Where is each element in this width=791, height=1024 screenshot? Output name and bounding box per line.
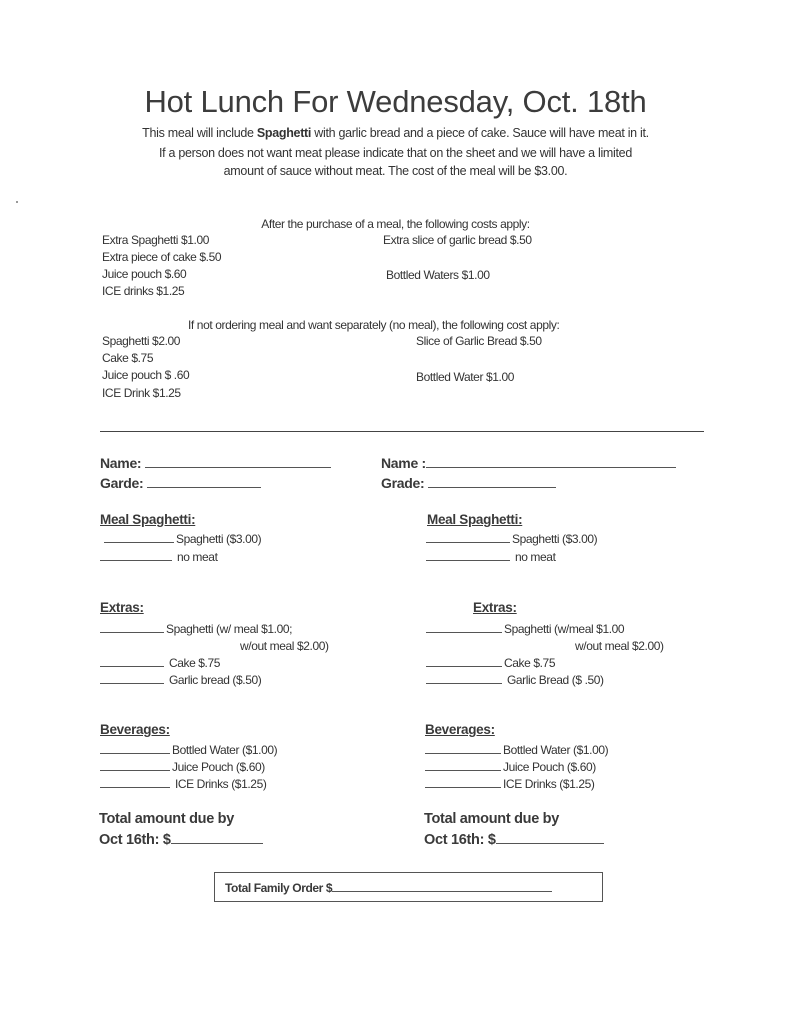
extras-item	[100, 622, 292, 636]
price-item: Cake $.75	[102, 351, 154, 365]
item-label: no meat	[514, 550, 556, 564]
extras-item	[426, 656, 555, 670]
beverage-item	[425, 760, 596, 774]
item-label: no meat	[176, 550, 218, 564]
item-label: Garlic Bread ($ .50)	[506, 673, 604, 687]
total-due-field-left	[99, 832, 263, 848]
page-title: Hot Lunch For Wednesday, Oct. 18th	[144, 84, 647, 119]
scan-speck	[16, 201, 18, 203]
beverages-heading-right: Beverages:	[425, 722, 495, 737]
item-label: ICE Drinks ($1.25)	[503, 777, 595, 791]
extras-item-continued: w/out meal $2.00)	[240, 639, 329, 653]
price-item: Extra piece of cake $.50	[102, 250, 222, 264]
total-due-label-right: Total amount due by	[424, 811, 560, 827]
extras-item	[100, 673, 261, 687]
total-due-label: Oct 16th: $	[99, 832, 171, 848]
grade-label: Grade:	[381, 475, 425, 491]
item-label: Spaghetti (w/meal $1.00	[504, 622, 625, 636]
name-field-right	[381, 455, 676, 471]
family-total-blank[interactable]	[332, 890, 552, 892]
item-label: Spaghetti ($3.00)	[176, 532, 262, 546]
extras-item	[100, 656, 220, 670]
price-item: ICE drinks $1.25	[102, 284, 185, 298]
intro-line-3: amount of sauce without meat. The cost of the meal will be $3.00.	[223, 164, 568, 178]
qty-blank[interactable]	[100, 559, 172, 561]
meal-item	[104, 532, 261, 546]
item-label: Juice Pouch ($.60)	[172, 760, 265, 774]
item-label: Cake $.75	[168, 656, 221, 670]
name-label: Name :	[381, 455, 426, 471]
grade-field-left	[100, 475, 261, 491]
meal-item	[100, 550, 218, 564]
item-label: Cake $.75	[504, 656, 556, 670]
qty-blank[interactable]	[100, 752, 170, 754]
qty-blank[interactable]	[425, 786, 501, 788]
name-blank[interactable]	[426, 466, 676, 468]
price-item: Slice of Garlic Bread $.50	[416, 334, 542, 348]
price-item: Bottled Waters $1.00	[386, 268, 490, 282]
beverage-item	[100, 743, 277, 757]
meal-heading-right: Meal Spaghetti:	[427, 512, 523, 527]
intro-text: This meal will include	[142, 126, 257, 140]
family-total-label: Total Family Order $	[225, 881, 333, 895]
total-due-field-right	[424, 832, 604, 848]
grade-field-right	[381, 475, 556, 491]
grade-blank[interactable]	[147, 486, 261, 488]
qty-blank[interactable]	[425, 769, 501, 771]
item-label: ICE Drinks ($1.25)	[174, 777, 267, 791]
qty-blank[interactable]	[104, 541, 174, 543]
price-item: Spaghetti $2.00	[102, 334, 181, 348]
qty-blank[interactable]	[100, 665, 164, 667]
name-label: Name:	[100, 455, 142, 471]
beverage-item	[100, 760, 265, 774]
grade-label: Garde:	[100, 475, 144, 491]
qty-blank[interactable]	[426, 541, 510, 543]
price-item: Juice pouch $.60	[102, 267, 187, 281]
name-field-left	[100, 455, 331, 471]
family-total-field	[225, 881, 552, 895]
item-label: Bottled Water ($1.00)	[172, 743, 278, 757]
family-total-box	[214, 872, 603, 902]
qty-blank[interactable]	[426, 682, 502, 684]
item-label: Spaghetti (w/ meal $1.00;	[166, 622, 293, 636]
intro-line-2: If a person does not want meat please indicate that on the sheet and we will have a limited	[158, 146, 632, 160]
qty-blank[interactable]	[100, 631, 164, 633]
extras-heading-right: Extras:	[473, 600, 517, 615]
beverage-item	[425, 777, 595, 791]
no-meal-heading: If not ordering meal and want separately (no meal), the following cost apply:	[188, 318, 560, 332]
beverage-item	[100, 777, 266, 791]
extras-item	[426, 673, 604, 687]
extras-item	[426, 622, 624, 636]
price-item: Extra Spaghetti $1.00	[102, 233, 210, 247]
divider	[100, 431, 704, 432]
price-item: Extra slice of garlic bread $.50	[383, 233, 532, 247]
total-due-blank[interactable]	[496, 842, 604, 844]
price-item: Bottled Water $1.00	[416, 370, 515, 384]
qty-blank[interactable]	[426, 559, 510, 561]
qty-blank[interactable]	[425, 752, 501, 754]
extras-item-continued: w/out meal $2.00)	[575, 639, 664, 653]
item-label: Juice Pouch ($.60)	[503, 760, 596, 774]
qty-blank[interactable]	[100, 682, 164, 684]
price-item: Juice pouch $ .60	[102, 368, 190, 382]
qty-blank[interactable]	[426, 665, 502, 667]
qty-blank[interactable]	[100, 769, 170, 771]
name-blank[interactable]	[145, 466, 331, 468]
total-due-label-left: Total amount due by	[99, 811, 235, 827]
item-label: Garlic bread ($.50)	[168, 673, 262, 687]
intro-line-1	[0, 126, 791, 140]
price-item: ICE Drink $1.25	[102, 386, 181, 400]
grade-blank[interactable]	[428, 486, 556, 488]
meal-item	[426, 532, 597, 546]
qty-blank[interactable]	[426, 631, 502, 633]
extras-heading-left: Extras:	[100, 600, 144, 615]
beverages-heading-left: Beverages:	[100, 722, 170, 737]
total-due-blank[interactable]	[171, 842, 263, 844]
total-due-label: Oct 16th: $	[424, 832, 496, 848]
meal-item	[426, 550, 556, 564]
item-label: Bottled Water ($1.00)	[503, 743, 609, 757]
meal-heading-left: Meal Spaghetti:	[100, 512, 196, 527]
beverage-item	[425, 743, 608, 757]
intro-text: with garlic bread and a piece of cake. Sauce will have meat in it.	[311, 126, 649, 140]
intro-bold-text: Spaghetti	[256, 126, 312, 140]
item-label: Spaghetti ($3.00)	[512, 532, 598, 546]
qty-blank[interactable]	[100, 786, 170, 788]
with-meal-heading: After the purchase of a meal, the following costs apply:	[261, 217, 530, 231]
